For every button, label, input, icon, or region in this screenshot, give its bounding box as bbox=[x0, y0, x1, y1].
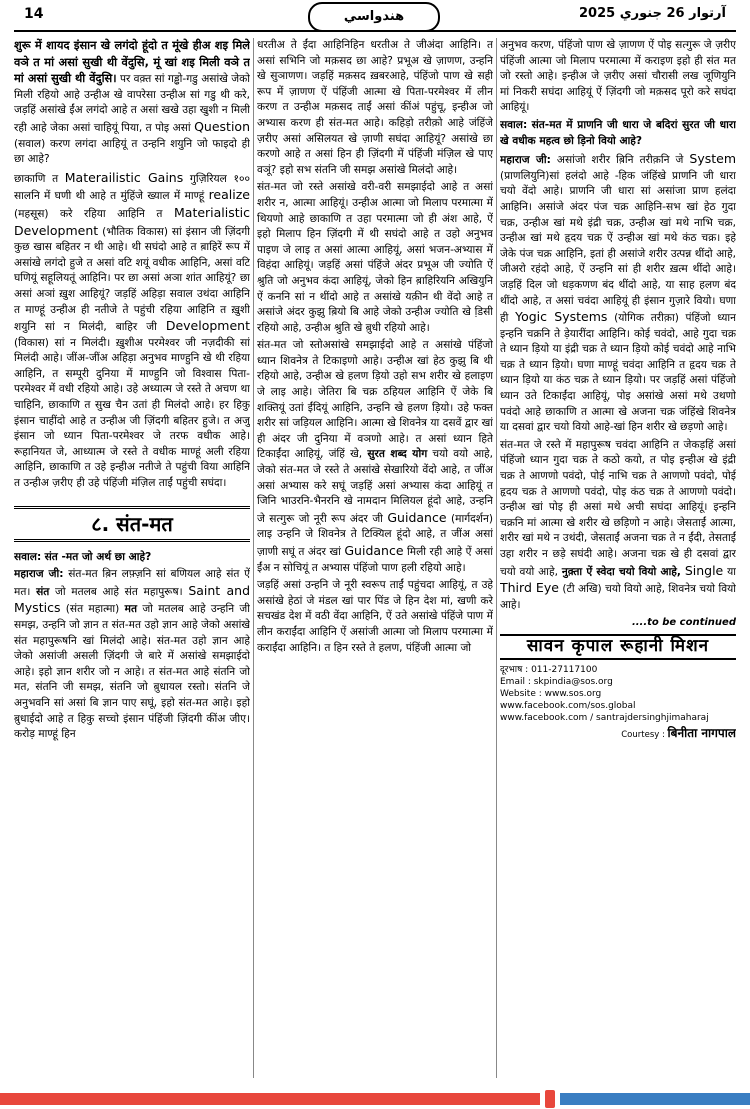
question bbox=[500, 118, 736, 149]
paragraph-text: (विकास) सां न मिलंदी। ख़ुशीअ परमेश्वर जी नज़दीकी सां मिलंदी आहे। जींअ-जींअ अहिड़ा अनुभव माण्हुनि खे थी रहिया आहिनि, त सम्पूरी दुनिया में माण्हुनि जो विश्वास पिता-परमेश्वर में वधी रहियो आहे। उहे अध्यात्म जे रस्ते ते अचण था चाहिनि, छाकाणि त सुख चैन उतां ही मिलंदो आहे। हर हिकु इंसान चाहींदो आहे त उन्हीअ जी ज़िंदगी बहितर हुजे। त अजु इंसान जो ध्यान पिता-परमेश्वर जे तरफ वधीक आहे। रूहानियत जे, आध्यात्म जे रस्ते ते वधीक माण्हूं अली रहिया आहिनि, छाकाणि त उहे इन्हीअ नतीजे ते पहुंची विया आहिनि त उन्हीअ ज़रीए ही उहे पंहिंजी मंज़िल ताईं पहुंची सघंदा। bbox=[14, 336, 250, 490]
answer bbox=[500, 151, 736, 436]
answer-text: असांजो शरीर ब़िनि तरीक़नि जे bbox=[556, 154, 684, 167]
answer-text: जो मतलब आहे उन्हनि जी समझ, उन्हनि जो ज्ञान त संत-मत उहो ज्ञान आहे जेको असांखे संत महापुरूषनि खां मिलंदो आहे। संत-मत उहो ज्ञान आहे जेको असांजी असली ज़िंदगी जे बारे में असांखे समझाईदो आहे। इहो ज्ञान शरीर जो न आहे। त संत-मत आहे संतनि जो मत, संतनि जी समझ, संतनि जो ब़ुधायल रस्तो। संतनि जे अनुभवनि सां असां बि ज्ञान पाए सघूं, इहो संत-मत आहे। इहो ब़ुधाईदो आहे त हिकु सच्चो इंसान पंहिंजी ज़िंदगी कींअ जीए। करोड़ माण्हूं हिन bbox=[14, 603, 250, 741]
paragraph-text: (टी अखि) चयो वियो आहे, शिवनेत्र चयो वियो आहे। bbox=[500, 583, 736, 611]
english-term: realize bbox=[208, 187, 250, 203]
answer-text: (योगिक तरीक़ा) पंहिंजो ध्यान इन्हनि चक्रनि ते ड़ेयारींदा आहिनि। कोई चवंदो, आहे गुदा चक्र ते ध्यान ड़ियो या इंद्री चक्र ते ध्यान ड़ियो कोई चवंदो आहे नाभि चक्र ते ध्यान ड़ियो। घणा माण्हूं चवंदा आहिनि त हृदय चक्र ते ध्यान ड़ियो या कंठ चक्र ते ध्यान ड़ियो। पर जड़हिं असां पंहिंजो ध्यान उते टिकाईंदा आहियूं, पोइ असांखे असां मथे उथणो पवंदो आहे छाकाणि त आत्मा खे अजना चक्र जंहिंखे शिवनेत्र या दसवां द्वार चयो वियो आहे-खां हिन शरीर खे छड़णो आहे। bbox=[500, 312, 736, 434]
paragraph-text: (मार्गदर्शन) लाइ उन्हनि जे शिवनेत्र ते टिक्यिल हूंदो आहे, त जींअ असां ज़ाणी सघूं त अंदर खां bbox=[257, 512, 493, 558]
english-term: Guidance bbox=[387, 509, 447, 525]
masthead-logo: هندواسي bbox=[308, 2, 440, 32]
english-term: Question bbox=[194, 118, 250, 134]
facebook-link-2: www.facebook.com / santrajdersinghjimaharaj bbox=[500, 712, 709, 723]
answer-text: जो मतलब आहे संत महापुरूष। bbox=[54, 585, 183, 598]
answer-text: संत-मत ब़िन लफ़्ज़नि सां बणियल आहे संत ऐं मत। bbox=[14, 568, 250, 598]
paragraph-text: (सवाल) करण लगंदा आहियूं त उन्हनि शयुनि जो फाइदो ही छा आहे? bbox=[14, 137, 250, 166]
paragraph-text: पर वक़्त सां गड्ढो-गडु असांखे जेको मिली रहियो आहे उन्हीअ खे वापरेसा उन्हीअ सां गडु थी करे, जड़हिं असांखे ईंअ लगंदो आहे त असां खखे उहा खुशी न मिली रही आहे जेका असां चाहियूं पिया, त पोइ असां bbox=[14, 73, 250, 134]
answer-text: (संत महात्मा) bbox=[65, 603, 120, 616]
paragraph: अनुभव करण, पंहिंजो पाण खे ज़ाणण ऐं पोइ सत्गुरू जे ज़रीए पंहिंजी आत्मा जो मिलाप परमात्मा में कराइण इहो ही संत मत जो रस्तो आहे। इन्हीअ जे ज़रीए असां चौरासी लख जूणियुनि मां निकरी सघंदा आहियूं ऐं ज़िंदगी जो मक़सद पूरो करे सघंदा आहियूं। bbox=[500, 39, 736, 114]
paragraph: जड़हिं असां उन्हनि जे नूरी स्वरूप ताईं पहुंचदा आहियूं, त उहे असांखे हेठां जे मंडल खां पार पिंड जे हिन देश मां, खणी करे सचखंड देश में वठी वेंदा आहिनि, ऐं उते असांखे पंहिंजे पाण में लीन कराईंदा आहिनि ऐं असांजी आत्मा जो मिलाप परमात्मा में कराईंदा आहिनि। त हिन रस्ते ते हलण, पंहिंजी आत्मा जो bbox=[257, 579, 493, 654]
issue-date: آرتوار 26 جنوري 2025 bbox=[579, 6, 726, 21]
answer bbox=[14, 567, 250, 743]
footer-marker bbox=[545, 1090, 555, 1108]
column-divider bbox=[253, 38, 254, 1078]
paragraph-text: मिली रही आहे ऐं असां ईंअ न सोचियूं त अभ्यास पंहिंजो पाण हली रहियो आहे। bbox=[257, 546, 493, 574]
paragraph-text: छाकाणि त bbox=[14, 172, 59, 185]
mission-name: सावन कृपाल रूहानी मिशन bbox=[500, 634, 736, 660]
paragraph-text: या bbox=[727, 565, 736, 578]
header-rule bbox=[14, 30, 736, 32]
english-term: Third Eye bbox=[500, 580, 559, 596]
paragraph-text: (महसूस) करे रहिया आहिनि त bbox=[14, 207, 163, 220]
paragraph-text: गुज़िरियल १०० सालनि में घणी थी आहे त मुंहिंजे ख्याल में माण्हूं bbox=[14, 172, 250, 203]
answer-label: महाराज जी: bbox=[500, 154, 551, 167]
question bbox=[14, 550, 250, 566]
english-term: Single bbox=[684, 562, 724, 578]
emphasis-text: सुरत शब्द योग bbox=[367, 448, 428, 461]
paragraph-text: संत-मत जो स्तोअसांखे समझाईदो आहे त असांखे पंहिंजो ध्यान शिवनेत्र ते टिकाइणो आहे। उन्हीअ खां हेठ कुझु बि थी रहियो आहे, उन्हीअ खे हलण ड़ियो उहो सभ शरीर खे हलाइण जे लाइ आहे। जेतिरा बि चक्र ठहियल आहिनि ऐं जेके बि शक्तियूं उतां ईंदियूं आहिनि, उन्हनि खे हलण ड़ियो। उहे फक्त शरीर सां जड़ियल आहिनि। आत्मा खे शिवनेत्र या दसवें द्वार खां ही अंदर जी दुनिया में वञणो आहे। त असां ध्यान हिते टिकाईंदा आहियूं, जंहिं खे, bbox=[257, 339, 493, 461]
english-term: Materailistic Gains bbox=[64, 169, 184, 185]
courtesy-name: बिनीता नागपाल bbox=[667, 725, 736, 740]
answer-term: संत bbox=[36, 585, 50, 598]
article-column-2 bbox=[257, 38, 493, 1078]
paragraph bbox=[14, 38, 250, 168]
section-heading: ८. संत-मत bbox=[14, 506, 250, 542]
website-link: Website : www.sos.org bbox=[500, 688, 602, 699]
phone-number: दूरभाष : 011-27117100 bbox=[500, 664, 598, 675]
paragraph: संत-मत जो रस्ते असांखे वरी-वरी समझाईदो आहे त असां शरीर न, आत्मा आहियूं। उन्हीअ आत्मा जो मिलाप परमात्मा में थियणो आहे छाकाणि त उहा परमात्मा जो ही अंश आहे, ऐं इहो मिलाप हिन ज़िंदगी में थी सघंदो आहे त उहो अनुभव पाइण जे लाइ त असां आत्मा आहियूं, असां भजन-अभ्यास में विहंदा आहियूं। जड़हिं असां पंहिंजे अंदर प्रभूअ जी ज्योति ऐं श्रुति जो अनुभव कंदा आहियूं, जेको हिन ब़ाहिरियनि अखियुनि ऐं कननि सां न थींदो आहे त असांखे यक़ीन थी वेंदो आहे त असांजे अंदर कुझु ब़ियो बि आहे जेको उन्हीअ ज्योति खे डि़सी रहियो आहे, उन्हीअ श्रुति खे ब़ुधी रहियो आहे। bbox=[257, 181, 493, 334]
paragraph-text: चयो वयो आहे, जेको संत-मत जे रस्ते ते असांखे सेखारियो वेंदो आहे, त जींअ असां अभ्यास करे सघूं जड़हिं असां अभ्यास कंदा आहियूं त जिनि भाउरनि-भैनरनि खे नामदान मिलियल हूंदो आहे, उन्हनि जे सत्गुरू जो नूरी रूप अंदर जी bbox=[257, 448, 493, 525]
question-text: संत -मत जो अर्थ छा आहे? bbox=[44, 550, 152, 563]
footer-bar bbox=[0, 1089, 750, 1109]
page-number: 14 bbox=[24, 6, 44, 22]
question-text: संत-मत में प्राणनि जी धारा जे बदिरां सुरत जी धारा खे वधीक महत्व छो ड़िनो वियो आहे? bbox=[500, 118, 736, 147]
english-term: Saint and Mystics bbox=[14, 582, 250, 616]
question-label: सवाल: bbox=[14, 550, 42, 563]
paragraph: धरतीअ ते ईंदा आहिनिहिन धरतीअ ते जीअंदा आहिनि। त असां सभिनि जो मक़सद छा आहे? प्रभूअ खे ज़ाणण, उन्हनि खे सुञाणण। जड़हिं मक़सद ख़बरआहे, पंहिंजो पाण खे सही रूप में ज़ाणण ऐं पंहिंजी आत्मा खे पिता-परमेश्वर में लीन करण त उन्हीअ मक़सद ताईं असां कींअं पहुंचू, इन्हीअ जो अभ्यास करण ही संत-मत आहे। कहिड़ो तरीक़ो आहे जंहिंजे ज़रीए असां असिलयत खे ज़ाणी सघंदा आहियूं? असांखे छा करणो आहे त असां हिन ही ज़िंदगी में पंहिंजी मंज़िल खे पाए वञूं? इहो सभ संतनि जी समझ असांखे मिलंदो आहे। bbox=[257, 39, 493, 176]
email-address: Email : skpindia@sos.org bbox=[500, 676, 613, 687]
paragraph-text: (भौतिक विकास) सां इंसान जी ज़िंदगी कुछ खास बहितर न थी आहे। थी सघंदो आहे त ब़ाहिरें रूप में असांखे लगंदो हुजे त असां वटि शयूं वधीक आहिनि, असां वटि घणियूं सहूलियतूं आहिनि। पर छा असां अञा शांत आहियूं? छा असां अञां ख़ुश आहियूं? जड़हिं अहिड़ा सवाल उथंदा आहिनि त माण्हूं उन्हीअ ही नतीजे ते पहुंची रहिया आहिनि त ख़ुशी शयुनि सां न मिलंदी, बाहिर जी bbox=[14, 225, 250, 334]
answer-label: महाराज जी: bbox=[14, 568, 64, 581]
question-label: सवाल: bbox=[500, 118, 528, 131]
answer-text: (प्राणलियुनि)सां हलंदो आहे -हिक जंहिंखे प्राणनि जी धारा चयो वेंदो आहे। प्राणनि जी धारा सां असांजा प्राण हलंदा आहिनि। असांजे अंदर पंज चक्र आहिनि-सभ खां हेठ गुदा चक्र, उन्हीअ खां मथे इंद्री चक्र, उन्हीअ खां मथे नाभि चक्र, उन्हीअ खां मथे हृदय चक्र ऐं उन्हीअ खां मथे कंठ चक्र। इहे जेके पंज चक्र आहिनि, इतां ही असांजे शरीर उत्पन्न थींदो आहे, जीअरो रहंदो आहे, ऐं उन्हनि सां ही शरीर ख़त्म थींदो आहे। जड़हिं दिल जो धड़कणण बंद थींदो आहे, या साह हलण बंद थींदो आहे, त असां चवंदा आहियूं ही इंसान गुज़ारे वियो। घणा ही bbox=[500, 169, 736, 325]
emphasis-text: नुक़्ता ऐं स्वेदा चयो वियो आहे, bbox=[561, 565, 681, 578]
article-column-1 bbox=[14, 38, 250, 1078]
mission-contact-box bbox=[500, 634, 736, 743]
paragraph bbox=[500, 438, 736, 614]
article-column-3 bbox=[500, 38, 736, 1078]
paragraph-text: संत-मत जे रस्ते में महापुरूष चवंदा आहिनि त जेकड़हिं असां पंहिंजो ध्यान गुदा चक्र ते कठो कयो, त पोइ इन्हीअ खे इंद्री चक्र ते आणणो पवंदो, पोई नाभि चक्र ते आणणो पवंदो, पोई हृदय चक्र ते आणणो पवंदो, पोइ कंठ चक्र ते आणणो पवंदो। उन्हीअ खां पोइ ही असां मथे अची सघंदा आहियूं। इन्हनि चक्रनि मां आत्मा खे शरीर खे छड़िणो न आहे। जेसताईं आत्मा, शरीर खां मथे न उथंदी, जेसताईं अजना चक्र ते न ईंदी, तेसताईं उहा शरीर न छड़े सघंदी आहे। अजना चक्र खे ही दसवां द्वार चयो वयो आहे, bbox=[500, 438, 736, 578]
english-term: System bbox=[689, 151, 736, 167]
courtesy-credit bbox=[500, 726, 736, 744]
answer-term: मत bbox=[124, 603, 137, 616]
column-divider bbox=[496, 38, 497, 1078]
lead-text: शुरू में शायद इंसान खे लगंदो हूंदो त मूंखे हीअ शइ मिले वञे त मां असां सुखी थी वेंदुसि, मूं खां शइ मिली वञे त मां असां सुखी थी वेंदुसि। bbox=[14, 38, 250, 86]
english-term: Materialistic Development bbox=[14, 204, 250, 238]
footer-blue-stripe bbox=[560, 1093, 750, 1105]
paragraph bbox=[14, 170, 250, 492]
english-term: Guidance bbox=[344, 543, 404, 558]
english-term: Development bbox=[165, 318, 250, 334]
page-header bbox=[0, 0, 750, 32]
continued-note: ....to be continued bbox=[631, 617, 736, 629]
paragraph bbox=[257, 338, 493, 576]
footer-red-stripe bbox=[0, 1093, 540, 1105]
english-term: Yogic Systems bbox=[515, 309, 608, 325]
facebook-link-1: www.facebook.com/sos.global bbox=[500, 700, 636, 711]
courtesy-label: Courtesy : bbox=[621, 729, 665, 740]
